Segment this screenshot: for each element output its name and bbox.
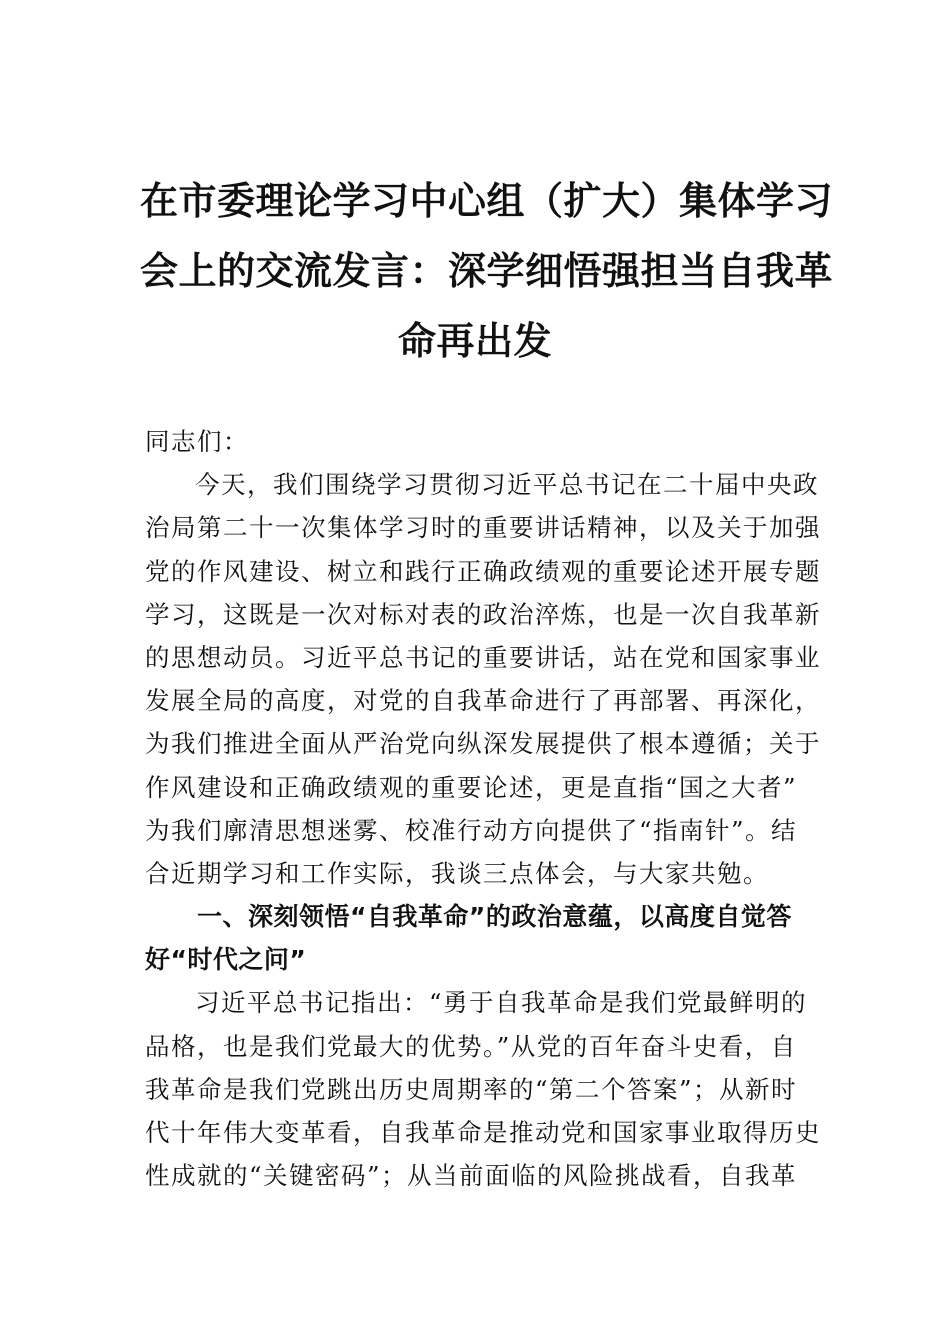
paragraph-line: 品格，也是我们党最大的优势。”从党的百年奋斗史看，自 <box>145 1031 797 1061</box>
paragraph-line: 我革命是我们党跳出历史周期率的“第二个答案”；从新时 <box>145 1074 798 1104</box>
heading-line: 一、深刻领悟“自我革命”的政治意蕴，以高度自觉答 <box>197 902 792 932</box>
paragraph-line: 习近平总书记指出：“勇于自我革命是我们党最鲜明的 <box>195 988 808 1018</box>
title-line-2: 会上的交流发言：深学细悟强担当自我革 <box>140 248 834 293</box>
document-title <box>140 166 834 376</box>
title-line-1: 在市委理论学习中心组（扩大）集体学习 <box>140 178 834 223</box>
paragraph-line: 合近期学习和工作实际，我谈三点体会，与大家共勉。 <box>145 858 769 888</box>
paragraph-line: 今天，我们围绕学习贯彻习近平总书记在二十届中央政 <box>195 470 819 500</box>
paragraph-line: 治局第二十一次集体学习时的重要讲话精神，以及关于加强 <box>145 513 821 543</box>
paragraph-line: 学习，这既是一次对标对表的政治淬炼，也是一次自我革新 <box>145 599 821 629</box>
paragraph-intro <box>145 463 821 895</box>
paragraph-line: 党的作风建设、树立和践行正确政绩观的重要论述开展专题 <box>145 556 821 586</box>
paragraph-line: 的思想动员。习近平总书记的重要讲话，站在党和国家事业 <box>145 642 821 672</box>
paragraph-line: 发展全局的高度，对党的自我革命进行了再部署、再深化， <box>145 686 821 716</box>
paragraph-line: 为我们推进全面从严治党向纵深发展提供了根本遵循；关于 <box>145 729 821 759</box>
heading-line: 好“时代之问” <box>145 945 307 975</box>
salutation: 同志们： <box>145 427 249 456</box>
title-line-3: 命再出发 <box>397 318 552 363</box>
paragraph-line: 作风建设和正确政绩观的重要论述，更是直指“国之大者” <box>145 772 798 802</box>
paragraph-section-1 <box>145 981 821 1197</box>
section-heading-1 <box>145 895 810 981</box>
document-body <box>145 420 821 1197</box>
paragraph-line: 代十年伟大变革看，自我革命是推动党和国家事业取得历史 <box>145 1118 821 1147</box>
paragraph-line: 为我们廓清思想迷雾、校准行动方向提供了“指南针”。结 <box>145 815 798 845</box>
paragraph-line: 性成就的“关键密码”；从当前面临的风险挑战看，自我革 <box>145 1161 798 1191</box>
